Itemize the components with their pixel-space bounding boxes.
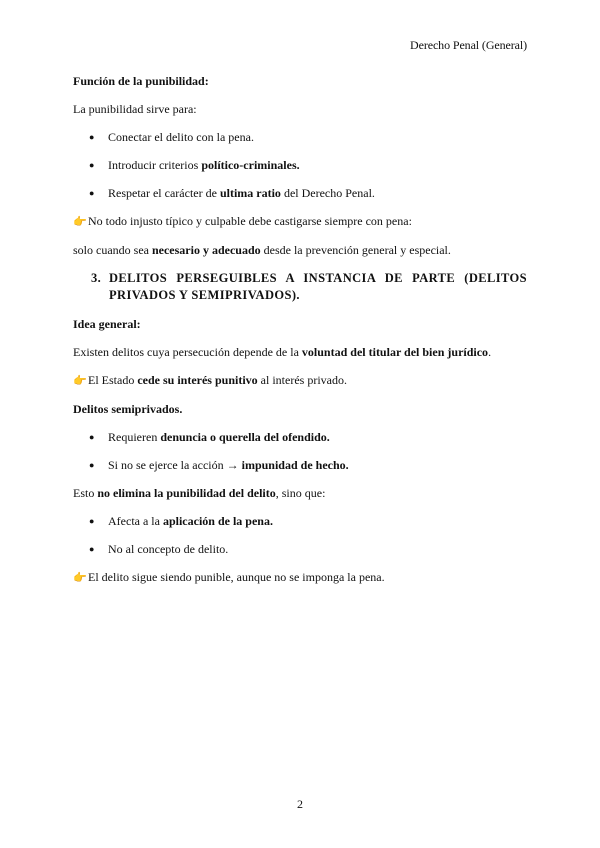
list-item: ● Si no se ejerce la acción → impunidad de hecho. [73, 457, 527, 473]
pointing-hand-icon: 👉 [73, 374, 87, 387]
bullet-list-semiprivados [73, 429, 527, 473]
bullet-list-punibilidad [73, 129, 527, 201]
running-header: Derecho Penal (General) [410, 38, 527, 52]
subtitle-delitos-semiprivados: Delitos semiprivados. [73, 402, 183, 416]
heading-text: DELITOS PERSEGUIBLES A INSTANCIA DE PARTE (DELITOS PRIVADOS Y SEMIPRIVADOS). [109, 271, 527, 302]
bullet-list-efectos [73, 513, 527, 557]
subtitle-idea-general: Idea general: [73, 317, 141, 331]
section-heading-3 [73, 270, 527, 304]
list-item: ● Afecta a la aplicación de la pena. [73, 513, 527, 529]
list-item: ● Conectar el delito con la pena. [73, 129, 527, 145]
list-item: ● Introducir criterios político-criminales. [73, 157, 527, 173]
note-paragraph: 👉No todo injusto típico y culpable debe castigarse siempre con pena: [73, 214, 412, 228]
list-item: ● Respetar el carácter de ultima ratio del Derecho Penal. [73, 185, 527, 201]
heading-number: 3. [91, 271, 102, 285]
section-title-punibilidad: Función de la punibilidad: [73, 74, 209, 88]
paragraph-punibilidad: Esto no elimina la punibilidad del delito, sino que: [73, 486, 326, 500]
note-paragraph: 👉El delito sigue siendo punible, aunque no se imponga la pena. [73, 570, 385, 584]
note-paragraph: 👉El Estado cede su interés punitivo al interés privado. [73, 373, 347, 387]
pointing-hand-icon: 👉 [73, 571, 87, 584]
list-item: ● Requieren denuncia o querella del ofendido. [73, 429, 527, 445]
paragraph-condition: solo cuando sea necesario y adecuado desde la prevención general y especial. [73, 243, 451, 257]
page-number: 2 [297, 797, 303, 811]
paragraph-intro: La punibilidad sirve para: [73, 102, 197, 116]
pointing-hand-icon: 👉 [73, 215, 87, 228]
paragraph-persecucion: Existen delitos cuya persecución depende de la voluntad del titular del bien jurídico. [73, 345, 492, 359]
list-item: ● No al concepto de delito. [73, 541, 527, 557]
page-content [73, 73, 527, 598]
